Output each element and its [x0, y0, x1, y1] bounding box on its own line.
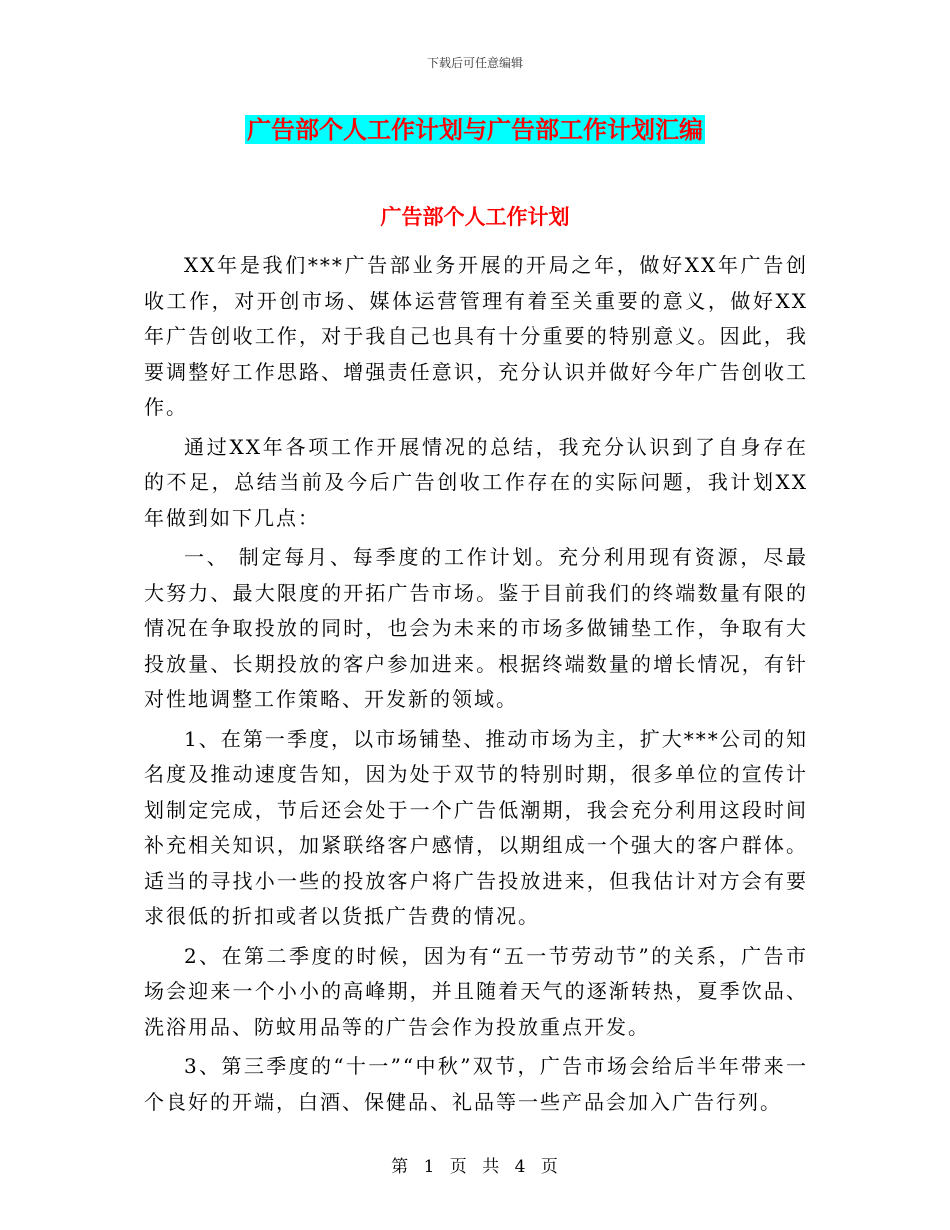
paragraph: XX年是我们***广告部业务开展的开局之年，做好XX年广告创收工作，对开创市场、媒体运营管理有着至关重要的意义，做好XX年广告创收工作，对于我自己也具有十分重要的特别意义。因此，我要调整好工作思路、增强责任意识，充分认识并做好今年广告创收工作。: [144, 253, 808, 419]
header-note: 下载后可任意编辑: [426, 56, 523, 70]
paragraph: 1、在第一季度，以市场铺垫、推动市场为主，扩大***公司的知名度及推动速度告知，因为处于双节的特别时期，很多单位的宣传计划制定完成，节后还会处于一个广告低潮期，我会充分利用这段时间补充相关知识，加紧联络客户感情，以期组成一个强大的客户群体。适当的寻找小一些的投放客户将广告投放进来，但我估计对方会有要求很低的折扣或者以货抵广告费的情况。: [144, 726, 808, 928]
current-page-number: 1: [423, 1157, 436, 1177]
footer-prefix: 第: [391, 1157, 410, 1177]
paragraph: 2、在第二季度的时候，因为有“五一节劳动节”的关系，广告市场会迎来一个小小的高峰期，并且随着天气的逐渐转热，夏季饮品、洗浴用品、防蚊用品等的广告会作为投放重点开发。: [144, 943, 808, 1039]
document-title-text: 广告部个人工作计划与广告部工作计划汇编: [247, 115, 703, 144]
footer-suffix: 页: [540, 1157, 559, 1177]
paragraph: 通过XX年各项工作开展情况的总结，我充分认识到了自身存在的不足，总结当前及今后广告创收工作存在的实际问题，我计划XX年做到如下几点：: [144, 434, 808, 530]
paragraph: 一、 制定每月、每季度的工作计划。充分利用现有资源，尽最大努力、最大限度的开拓广告市场。鉴于目前我们的终端数量有限的情况在争取投放的同时，也会为未来的市场多做铺垫工作，争取有大投放量、长期投放的客户参加进来。根据终端数量的增长情况，有针对性地调整工作策略、开发新的领域。: [144, 545, 808, 711]
footer-total-word: 共: [482, 1157, 501, 1177]
body-text: [144, 248, 808, 1124]
paragraph: 3、第三季度的“十一”“中秋”双节，广告市场会给后半年带来一个良好的开端，白酒、保健品、礼品等一些产品会加入广告行列。: [144, 1054, 808, 1114]
footer-page-word: 页: [449, 1157, 468, 1177]
section-title: 广告部个人工作计划: [380, 204, 570, 229]
page-footer: [0, 1152, 950, 1177]
document-title: [0, 112, 950, 148]
total-page-count: 4: [514, 1157, 527, 1177]
